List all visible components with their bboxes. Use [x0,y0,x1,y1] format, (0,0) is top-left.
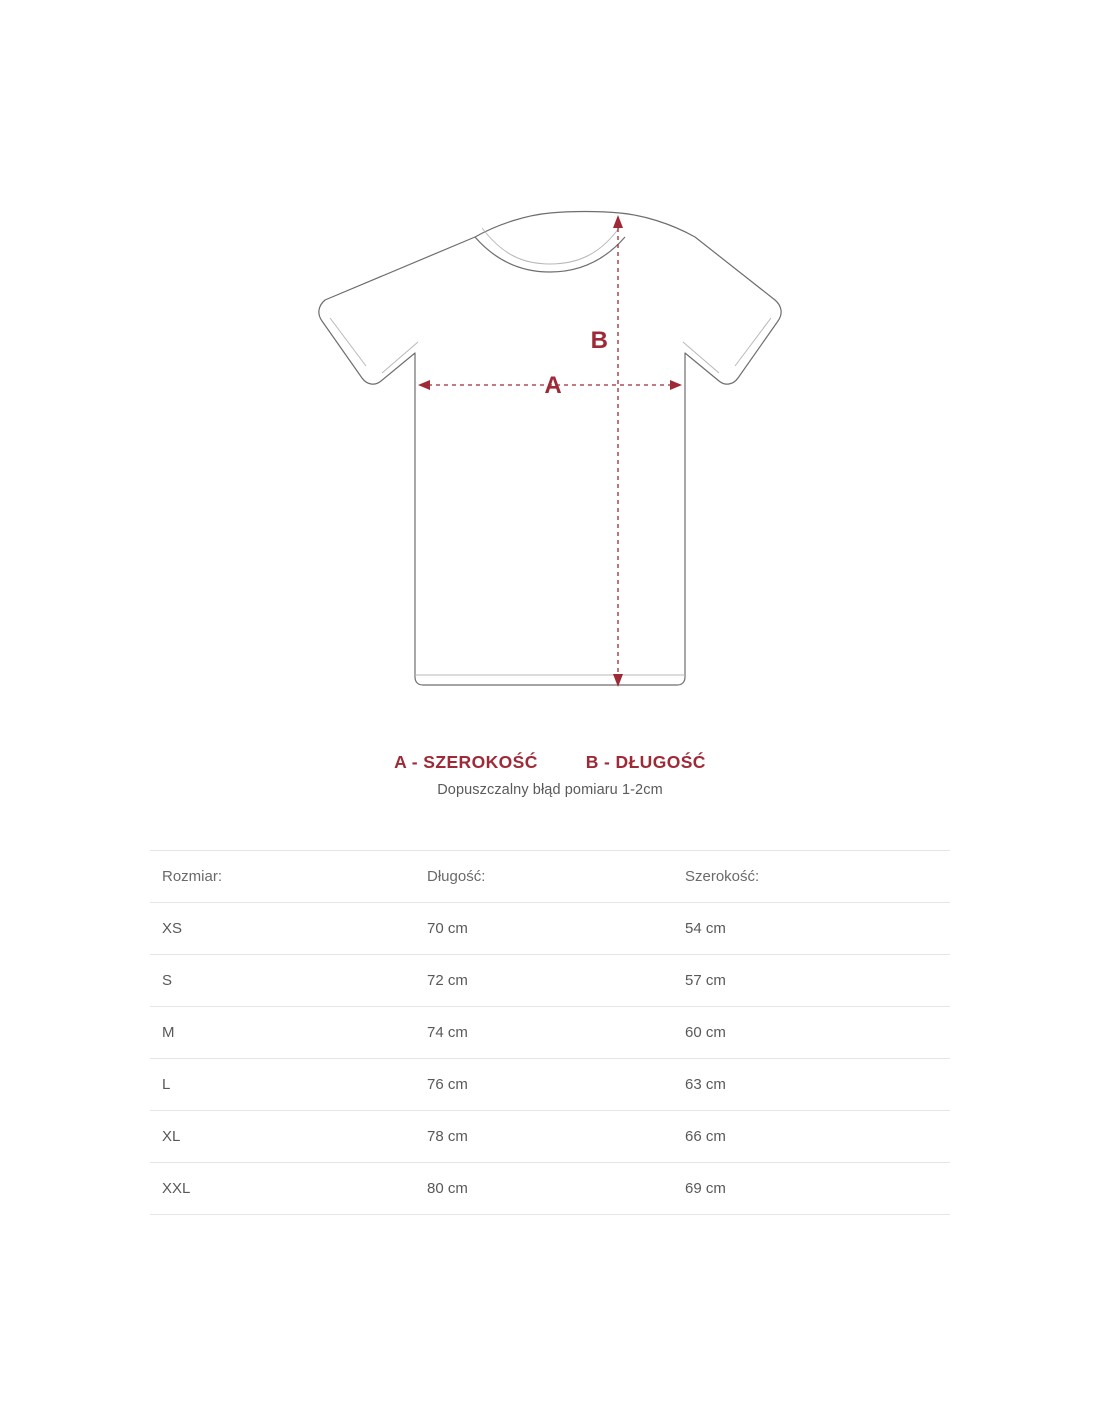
size-table [150,850,950,1215]
cell-size: L [150,1059,415,1111]
cell-size: XS [150,903,415,955]
cell-size: M [150,1007,415,1059]
legend-note: Dopuszczalny błąd pomiaru 1-2cm [437,782,663,798]
size-table-wrap [150,850,950,1215]
header-length: Długość: [415,851,673,903]
table-row [150,903,950,955]
table-row [150,955,950,1007]
legend [0,752,1100,798]
cell-length: 74 cm [415,1007,673,1059]
table-header-row [150,851,950,903]
tshirt-outline-icon [270,190,830,720]
tshirt-diagram [0,190,1100,750]
cell-width: 57 cm [673,955,950,1007]
table-row [150,1007,950,1059]
cell-width: 60 cm [673,1007,950,1059]
cell-width: 54 cm [673,903,950,955]
cell-size: XL [150,1111,415,1163]
cell-width: 69 cm [673,1163,950,1215]
table-row [150,1163,950,1215]
cell-length: 76 cm [415,1059,673,1111]
table-body [150,903,950,1215]
table-row [150,1111,950,1163]
label-a: A [544,372,562,399]
cell-width: 63 cm [673,1059,950,1111]
legend-width-label: A - SZEROKOŚĆ [394,752,538,772]
cell-length: 72 cm [415,955,673,1007]
cell-length: 70 cm [415,903,673,955]
label-b: B [590,327,608,354]
cell-size: S [150,955,415,1007]
table-row [150,1059,950,1111]
cell-width: 66 cm [673,1111,950,1163]
cell-length: 78 cm [415,1111,673,1163]
legend-length-label: B - DŁUGOŚĆ [585,752,706,772]
cell-size: XXL [150,1163,415,1215]
header-size: Rozmiar: [150,851,415,903]
cell-length: 80 cm [415,1163,673,1215]
table-header [150,851,950,903]
header-width: Szerokość: [673,851,950,903]
